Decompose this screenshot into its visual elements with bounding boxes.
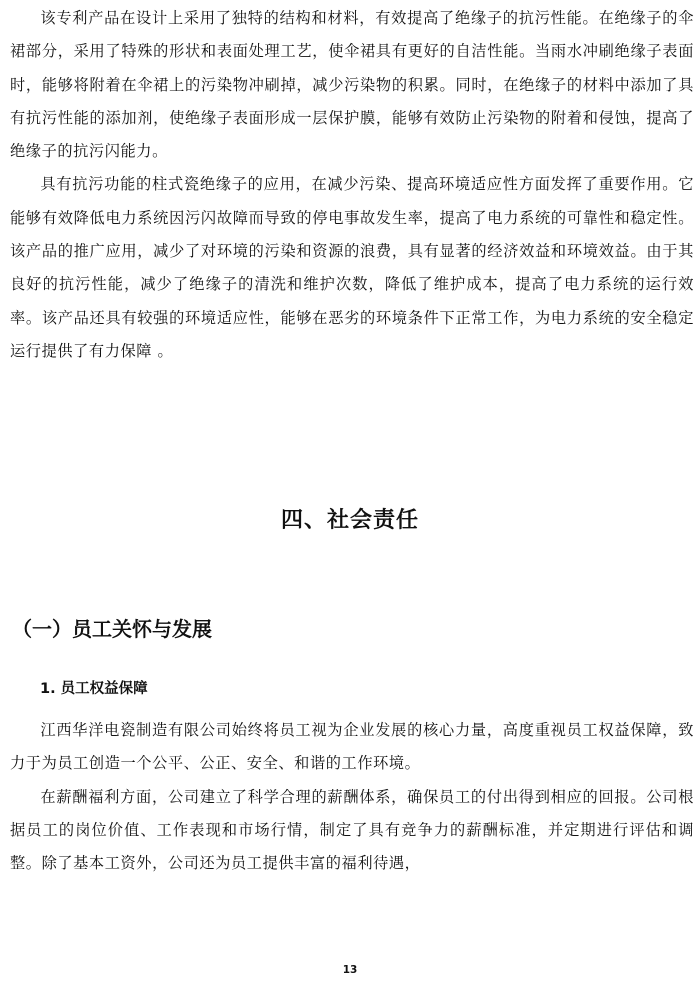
page-number: 13	[342, 964, 358, 976]
paragraph-compensation: 在薪酬福利方面，公司建立了科学合理的薪酬体系，确保员工的付出得到相应的回报。公司根据员工的岗位价值、工作表现和市场行情，制定了具有竞争力的薪酬标准，并定期进行评估和调整。除了基本工资外，公司还为员工提供丰富的福利待遇，	[10, 787, 694, 873]
chapter-heading: 四、社会责任	[280, 508, 419, 533]
paragraph-employee-rights: 江西华洋电瓷制造有限公司始终将员工视为企业发展的核心力量，高度重视员工权益保障，致力于为员工创造一个公平、公正、安全、和谐的工作环境。	[10, 721, 694, 773]
body-text-bottom	[10, 714, 694, 880]
subsection-heading: 1. 员工权益保障	[40, 681, 148, 697]
body-text-top	[10, 2, 694, 368]
section-heading: （一）员工关怀与发展	[12, 617, 212, 641]
paragraph-patent-application: 具有抗污功能的柱式瓷绝缘子的应用，在减少污染、提高环境适应性方面发挥了重要作用。它能够有效降低电力系统因污闪故障而导致的停电事故发生率，提高了电力系统的可靠性和稳定性。该产品的推广应用，减少了对环境的污染和资源的浪费，具有显著的经济效益和环境效益。由于其良好的抗污性能，减少了绝缘子的清洗和维护次数，降低了维护成本，提高了电力系统的运行效率。该产品还具有较强的环境适应性，能够在恶劣的环境条件下正常工作，为电力系统的安全稳定运行提供了有力保障 。	[10, 175, 694, 360]
paragraph-patent-design: 该专利产品在设计上采用了独特的结构和材料，有效提高了绝缘子的抗污性能。在绝缘子的伞裙部分，采用了特殊的形状和表面处理工艺，使伞裙具有更好的自洁性能。当雨水冲刷绝缘子表面时，能够将附着在伞裙上的污染物冲刷掉，减少污染物的积累。同时，在绝缘子的材料中添加了具有抗污性能的添加剂，使绝缘子表面形成一层保护膜，能够有效防止污染物的附着和侵蚀，提高了绝缘子的抗污闪能力。	[10, 9, 694, 161]
